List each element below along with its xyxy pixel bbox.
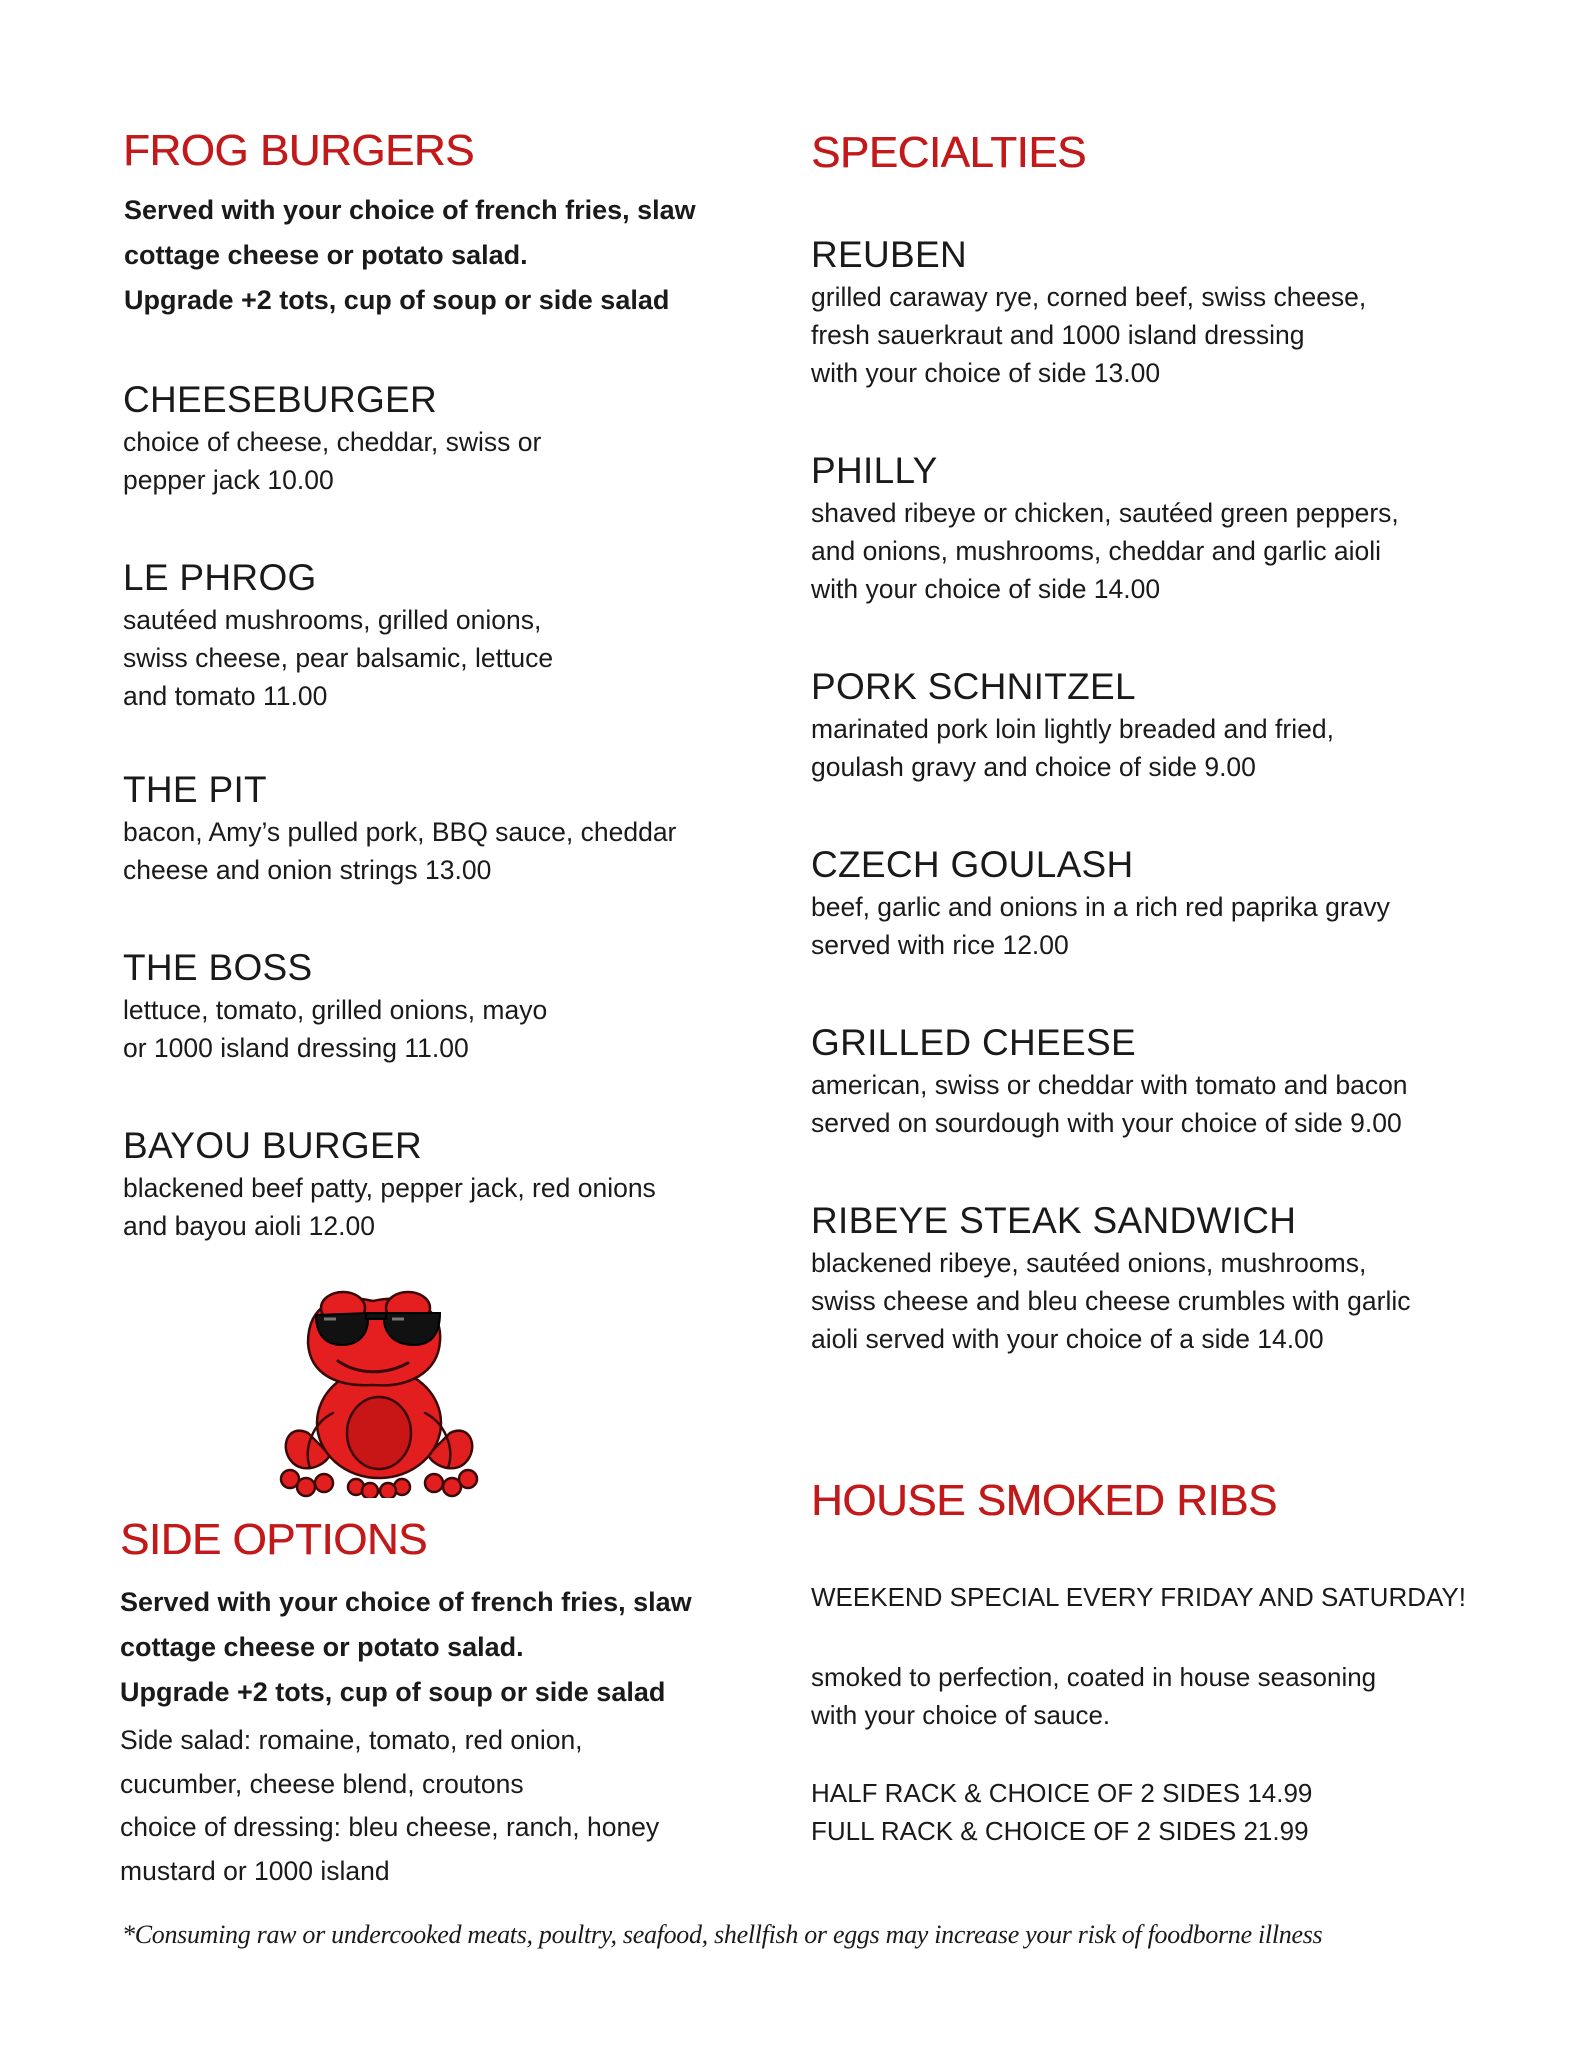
menu-item-bayou-burger	[123, 1123, 743, 1245]
item-name: CZECH GOULASH	[811, 844, 1134, 885]
desc-line: goulash gravy and choice of side 9.00	[811, 752, 1256, 782]
desc-line: marinated pork loin lightly breaded and fried,	[811, 714, 1334, 744]
menu-item-reuben	[811, 232, 1491, 392]
desc-line: smoked to perfection, coated in house seasoning	[811, 1662, 1377, 1692]
desc-line: bacon, Amy’s pulled pork, BBQ sauce, cheddar	[123, 817, 677, 847]
frog-burgers-intro	[124, 188, 696, 323]
item-name: PHILLY	[811, 450, 938, 491]
detail-line: mustard or 1000 island	[120, 1855, 390, 1886]
detail-line: Side salad: romaine, tomato, red onion,	[120, 1725, 583, 1755]
desc-line: cheese and onion strings 13.00	[123, 855, 492, 885]
intro-line: Served with your choice of french fries, slaw	[124, 195, 696, 225]
menu-item-philly	[811, 448, 1491, 608]
desc-line: with your choice of side 14.00	[811, 574, 1161, 604]
item-description	[811, 1066, 1491, 1142]
desc-line: and onions, mushrooms, cheddar and garlic aioli	[811, 536, 1382, 566]
detail-line: choice of dressing: bleu cheese, ranch, honey	[120, 1812, 660, 1842]
intro-line: cottage cheese or potato salad.	[124, 240, 528, 270]
menu-item-le-phrog	[123, 555, 743, 715]
item-description	[811, 710, 1491, 786]
item-name: PORK SCHNITZEL	[811, 666, 1136, 707]
desc-line: sautéed mushrooms, grilled onions,	[123, 605, 542, 635]
item-description	[123, 1169, 743, 1245]
intro-line: Upgrade +2 tots, cup of soup or side salad	[120, 1677, 666, 1707]
item-name: CHEESEBURGER	[123, 379, 438, 420]
item-name: BAYOU BURGER	[123, 1125, 422, 1166]
ribs-weekend-special	[811, 1578, 1466, 1616]
intro-line: Served with your choice of french fries, slaw	[120, 1587, 692, 1617]
item-description	[123, 991, 743, 1067]
intro-line: Upgrade +2 tots, cup of soup or side salad	[124, 285, 670, 315]
special-line: WEEKEND SPECIAL EVERY FRIDAY AND SATURDAY!	[811, 1582, 1466, 1612]
side-options-intro	[120, 1580, 692, 1715]
price-line: HALF RACK & CHOICE OF 2 SIDES 14.99	[811, 1778, 1313, 1808]
menu-item-ribeye-steak-sandwich	[811, 1198, 1491, 1358]
frog-burgers-title: FROG BURGERS	[123, 126, 474, 175]
price-line: FULL RACK & CHOICE OF 2 SIDES 21.99	[811, 1816, 1309, 1846]
desc-line: with your choice of sauce.	[811, 1700, 1111, 1730]
item-name: THE BOSS	[123, 947, 313, 988]
frog-with-sunglasses-icon	[268, 1283, 490, 1498]
menu-item-the-pit	[123, 767, 743, 889]
item-name: LE PHROG	[123, 557, 317, 598]
side-options-title: SIDE OPTIONS	[120, 1515, 427, 1564]
specialties-title: SPECIALTIES	[811, 128, 1086, 177]
desc-line: served with rice 12.00	[811, 930, 1069, 960]
desc-line: or 1000 island dressing 11.00	[123, 1033, 469, 1063]
item-description	[811, 888, 1491, 964]
ribs-prices	[811, 1774, 1312, 1850]
desc-line: served on sourdough with your choice of side 9.00	[811, 1108, 1402, 1138]
menu-item-the-boss	[123, 945, 743, 1067]
desc-line: blackened ribeye, sautéed onions, mushrooms,	[811, 1248, 1367, 1278]
desc-line: aioli served with your choice of a side 14.00	[811, 1324, 1324, 1354]
menu-item-czech-goulash	[811, 842, 1491, 964]
desc-line: pepper jack 10.00	[123, 465, 334, 495]
item-name: REUBEN	[811, 234, 967, 275]
desc-line: american, swiss or cheddar with tomato and bacon	[811, 1070, 1408, 1100]
side-salad-details	[120, 1719, 659, 1893]
desc-line: shaved ribeye or chicken, sautéed green peppers,	[811, 498, 1399, 528]
desc-line: grilled caraway rye, corned beef, swiss cheese,	[811, 282, 1367, 312]
desc-line: swiss cheese, pear balsamic, lettuce	[123, 643, 554, 673]
desc-line: with your choice of side 13.00	[811, 358, 1161, 388]
desc-line: fresh sauerkraut and 1000 island dressing	[811, 320, 1305, 350]
ribs-description	[811, 1658, 1376, 1734]
desc-line: and tomato 11.00	[123, 681, 328, 711]
menu-item-cheeseburger	[123, 377, 743, 499]
desc-line: lettuce, tomato, grilled onions, mayo	[123, 995, 548, 1025]
item-description	[123, 601, 743, 715]
detail-line: cucumber, cheese blend, croutons	[120, 1768, 524, 1799]
item-description	[811, 278, 1491, 392]
menu-item-grilled-cheese	[811, 1020, 1491, 1142]
desc-line: swiss cheese and bleu cheese crumbles with garlic	[811, 1286, 1411, 1316]
menu-item-pork-schnitzel	[811, 664, 1491, 786]
item-description	[123, 813, 743, 889]
item-description	[123, 423, 743, 499]
food-safety-disclaimer: *Consuming raw or undercooked meats, poultry, seafood, shellfish or eggs may increase your risk of foodborne illness	[122, 1920, 1323, 1949]
desc-line: choice of cheese, cheddar, swiss or	[123, 427, 542, 457]
item-description	[811, 494, 1491, 608]
item-name: GRILLED CHEESE	[811, 1022, 1136, 1063]
item-description	[811, 1244, 1491, 1358]
item-name: RIBEYE STEAK SANDWICH	[811, 1200, 1297, 1241]
desc-line: beef, garlic and onions in a rich red paprika gravy	[811, 892, 1390, 922]
desc-line: and bayou aioli 12.00	[123, 1211, 375, 1241]
desc-line: blackened beef patty, pepper jack, red onions	[123, 1173, 656, 1203]
item-name: THE PIT	[123, 769, 267, 810]
house-smoked-ribs-title: HOUSE SMOKED RIBS	[811, 1476, 1277, 1525]
intro-line: cottage cheese or potato salad.	[120, 1632, 524, 1662]
